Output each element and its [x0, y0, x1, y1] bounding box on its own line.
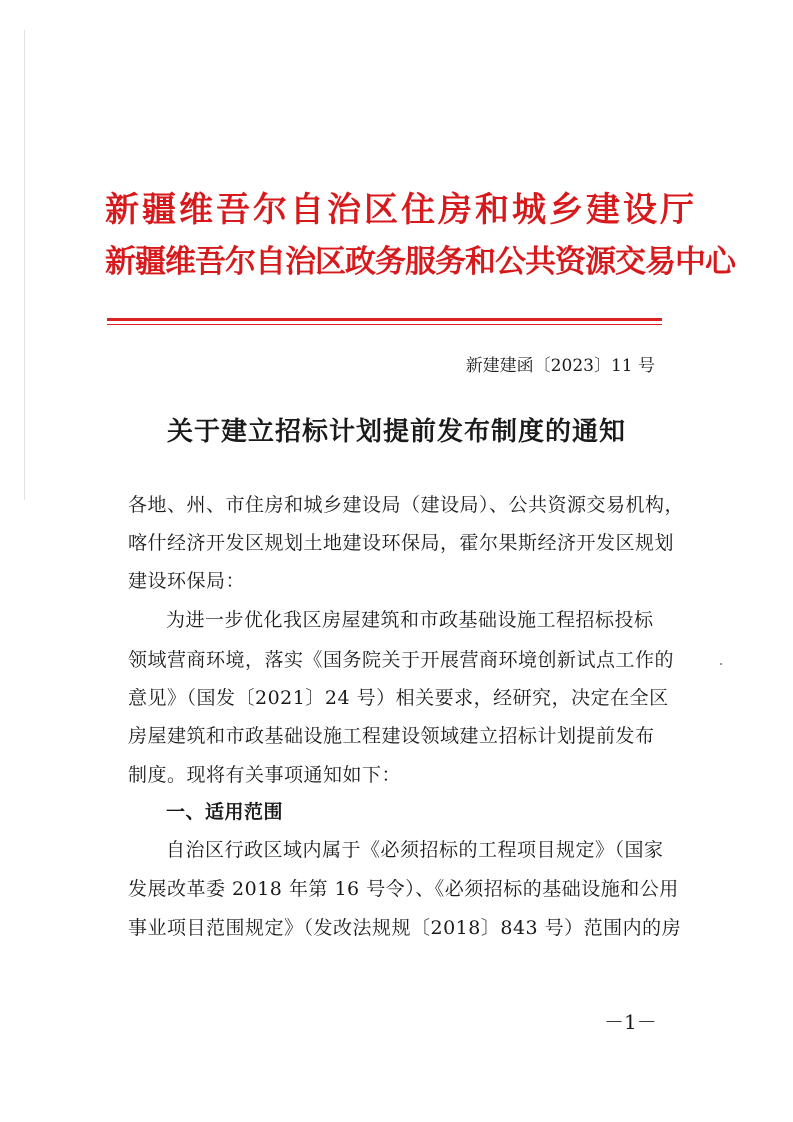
section1-line-3: 事业项目范围规定》（发改法规规〔2018〕843 号）范围内的房 — [128, 917, 682, 939]
red-divider-thin — [107, 324, 662, 325]
issuer-header-line1: 新疆维吾尔自治区住房和城乡建设厅 — [105, 190, 697, 230]
section1-line-1: 自治区行政区域内属于《必须招标的工程项目规定》（国家 — [166, 839, 664, 861]
issuer-header-line2: 新疆维吾尔自治区政务服务和公共资源交易中心 — [105, 244, 735, 280]
scan-speck — [720, 663, 722, 665]
paragraph1-line-2: 领域营商环境，落实《国务院关于开展营商环境创新试点工作的 — [128, 649, 675, 671]
section1-heading: 一、适用范围 — [166, 801, 284, 823]
document-title: 关于建立招标计划提前发布制度的通知 — [166, 417, 626, 447]
paragraph1-line-3: 意见》（国发〔2021〕24 号）相关要求，经研究，决定在全区 — [128, 687, 669, 709]
document-number: 新建建函〔2023〕11 号 — [465, 356, 655, 376]
red-divider-thick — [107, 318, 662, 321]
section1-line-2: 发展改革委 2018 年第 16 号令）、《必须招标的基础设施和公用 — [128, 878, 679, 900]
recipients-line-3: 建设环保局： — [128, 570, 246, 592]
page-number: －1－ — [604, 1010, 657, 1034]
paragraph1-line-5: 制度。现将有关事项通知如下： — [128, 764, 402, 786]
paragraph1-line-4: 房屋建筑和市政基础设施工程建设领域建立招标计划提前发布 — [128, 725, 655, 747]
recipients-line-1: 各地、州、市住房和城乡建设局（建设局）、公共资源交易机构， — [128, 494, 685, 516]
recipients-line-2: 喀什经济开发区规划土地建设环保局，霍尔果斯经济开发区规划 — [128, 532, 675, 554]
paragraph1-line-1: 为进一步优化我区房屋建筑和市政基础设施工程招标投标 — [166, 609, 654, 631]
